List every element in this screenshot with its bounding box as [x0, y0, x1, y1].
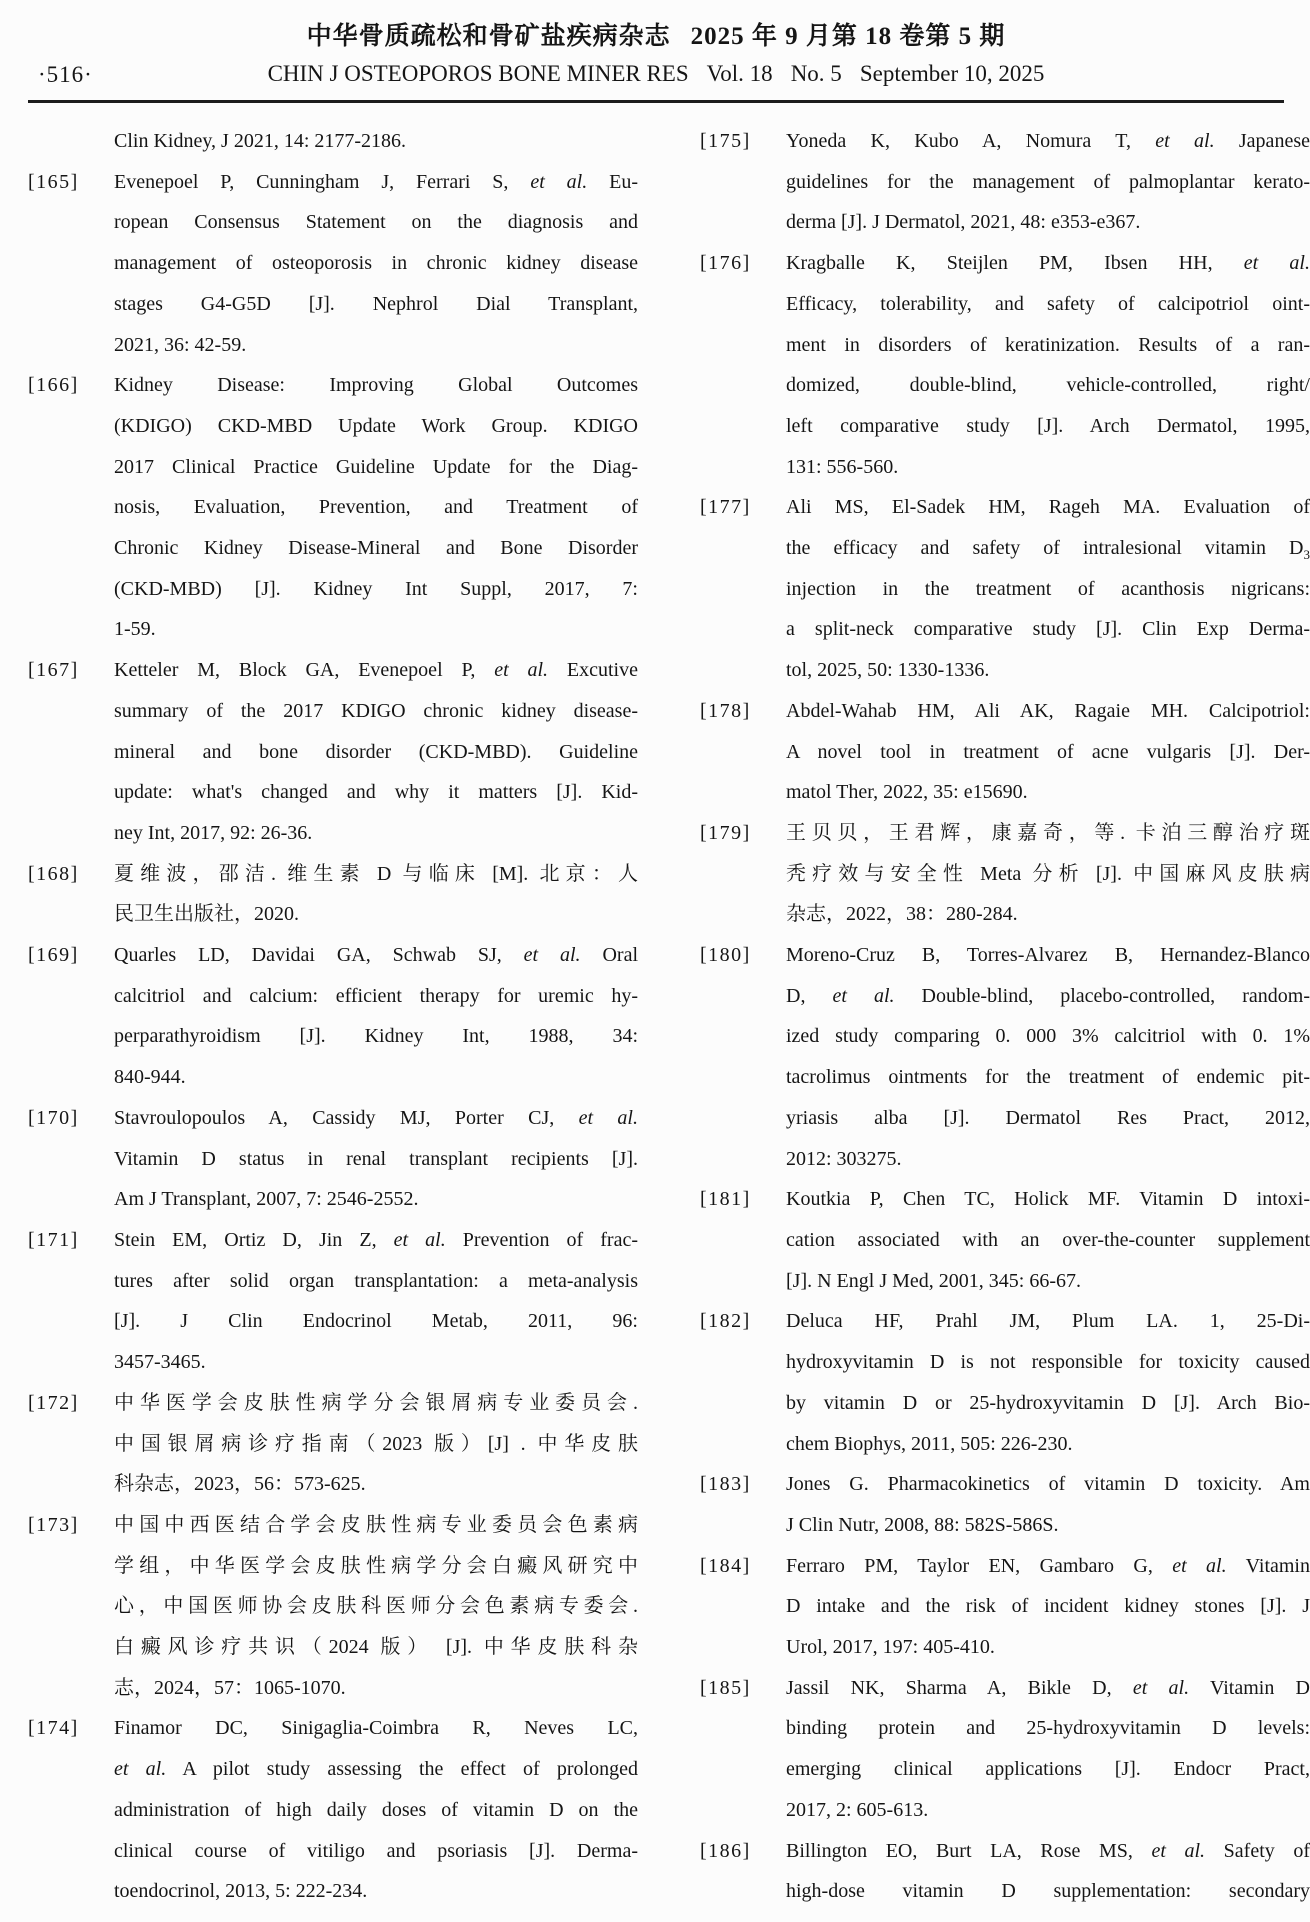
reference-line: (CKD-MBD) [J]. Kidney Int Suppl, 2017, 7: — [114, 577, 638, 600]
reference-line: Evenepoel P, Cunningham J, Ferrari S, et al. Eu- — [114, 170, 638, 193]
reference-line: Jassil NK, Sharma A, Bikle D, et al. Vitamin D — [786, 1676, 1310, 1699]
reference-label: [171] — [28, 1228, 79, 1251]
reference-line: A novel tool in treatment of acne vulgaris [J]. Der- — [786, 740, 1310, 763]
reference-line: D, et al. Double-blind, placebo-controlled, random- — [786, 984, 1310, 1007]
reference-line: summary of the 2017 KDIGO chronic kidney disease- — [114, 699, 638, 722]
reference-line: tacrolimus ointments for the treatment of endemic pit- — [786, 1066, 1310, 1089]
reference-line: 中国银屑病诊疗指南（2023 版）[J] . 中华皮肤 — [114, 1432, 638, 1455]
reference-line: 心，中国医师协会皮肤科医师分会色素病专委会. — [114, 1595, 638, 1618]
reference-text — [114, 854, 638, 935]
reference-line: ized study comparing 0. 000 3% calcitriol with 0. 1% — [786, 1025, 1310, 1048]
reference-label: [165] — [28, 170, 79, 193]
reference-line: Quarles LD, Davidai GA, Schwab SJ, et al. Oral — [114, 944, 638, 967]
reference — [28, 1708, 642, 1912]
journal-title-en: CHIN J OSTEOPOROS BONE MINER RES — [267, 61, 689, 86]
reference-text — [786, 243, 1310, 487]
reference-line: Efficacy, tolerability, and safety of calcipotriol oint- — [786, 292, 1310, 315]
reference-line: Koutkia P, Chen TC, Holick MF. Vitamin D intoxi- — [786, 1188, 1310, 1211]
reference-text — [786, 1668, 1310, 1831]
reference-line: guidelines for the management of palmoplantar kerato- — [786, 170, 1310, 193]
reference — [28, 1220, 642, 1383]
page-header — [28, 16, 1284, 103]
reference-text — [114, 121, 638, 162]
reference — [700, 935, 1310, 1179]
reference-line: J Clin Nutr, 2008, 88: 582S-586S. — [786, 1513, 1059, 1536]
issue-info-cn: 2025 年 9 月第 18 卷第 5 期 — [690, 23, 1006, 50]
left-column — [28, 121, 642, 1912]
reference-line: management of osteoporosis in chronic kidney disease — [114, 252, 638, 275]
reference — [28, 121, 642, 162]
reference-label: [179] — [700, 821, 751, 844]
right-column — [700, 121, 1310, 1912]
reference-line: nosis, Evaluation, Prevention, and Treatment of — [114, 496, 638, 519]
reference-line: 秃疗效与安全性 Meta 分析 [J]. 中国麻风皮肤病 — [786, 862, 1310, 885]
reference — [700, 1831, 1310, 1912]
reference-line: D intake and the risk of incident kidney stones [J]. J — [786, 1595, 1310, 1618]
reference-line: 3457-3465. — [114, 1351, 206, 1374]
reference-line: a split-neck comparative study [J]. Clin Exp Derma- — [786, 618, 1310, 641]
reference-text — [114, 1098, 638, 1220]
reference-text — [786, 487, 1310, 691]
header-rule — [28, 100, 1284, 103]
reference-label: [166] — [28, 374, 79, 397]
reference — [28, 1505, 642, 1709]
reference — [28, 854, 642, 935]
reference — [700, 1179, 1310, 1301]
reference-label: [184] — [700, 1554, 751, 1577]
reference-label: [169] — [28, 944, 79, 967]
reference-text — [786, 1301, 1310, 1464]
reference-line: 学组，中华医学会皮肤性病学分会白癜风研究中 — [114, 1554, 638, 1577]
reference-line: Kidney Disease: Improving Global Outcomes — [114, 374, 638, 397]
reference-line: chem Biophys, 2011, 505: 226-230. — [786, 1432, 1073, 1455]
reference-line: Vitamin D status in renal transplant recipients [J]. — [114, 1147, 638, 1170]
reference — [700, 243, 1310, 487]
reference-text — [114, 365, 638, 650]
reference-line: clinical course of vitiligo and psoriasis [J]. Derma- — [114, 1839, 638, 1862]
reference-label: [186] — [700, 1839, 751, 1862]
reference — [700, 121, 1310, 243]
reference-label: [182] — [700, 1310, 751, 1333]
reference-line: hydroxyvitamin D is not responsible for toxicity caused — [786, 1351, 1310, 1374]
reference-line: 杂志，2022，38：280-284. — [786, 903, 1018, 926]
reference-text — [786, 813, 1310, 935]
reference-text — [114, 1220, 638, 1383]
reference-line: ment in disorders of keratinization. Results of a ran- — [786, 333, 1310, 356]
page-number: ·516· — [38, 62, 93, 87]
reference — [28, 650, 642, 854]
reference-label: [170] — [28, 1106, 79, 1129]
reference-line: 中华医学会皮肤性病学分会银屑病专业委员会. — [114, 1391, 638, 1414]
reference — [700, 813, 1310, 935]
reference-line: tures after solid organ transplantation: a meta-analysis — [114, 1269, 638, 1292]
reference-text — [114, 650, 638, 854]
reference-line: calcitriol and calcium: efficient therapy for uremic hy- — [114, 984, 638, 1007]
issue-number-label: No. 5 — [790, 61, 842, 86]
reference-line: et al. A pilot study assessing the effect of prolonged — [114, 1758, 638, 1781]
reference-line: 王贝贝，王君辉，康嘉奇，等. 卡泊三醇治疗斑 — [786, 821, 1310, 844]
reference-line: Jones G. Pharmacokinetics of vitamin D toxicity. Am — [786, 1473, 1310, 1496]
reference-line: [J]. J Clin Endocrinol Metab, 2011, 96: — [114, 1310, 638, 1333]
reference-label: [176] — [700, 252, 751, 275]
reference-text — [114, 1505, 638, 1709]
reference-line: 840-944. — [114, 1066, 186, 1089]
reference-text — [786, 935, 1310, 1179]
reference-line: 民卫生出版社，2020. — [114, 903, 299, 926]
reference-line: administration of high daily doses of vitamin D on the — [114, 1798, 638, 1821]
reference-line: 2017 Clinical Practice Guideline Update for the Diag- — [114, 455, 638, 478]
reference-label: [173] — [28, 1513, 79, 1536]
reference-label: [174] — [28, 1717, 79, 1740]
reference-line: Abdel-Wahab HM, Ali AK, Ragaie MH. Calcipotriol: — [786, 699, 1310, 722]
reference-line: Moreno-Cruz B, Torres-Alvarez B, Hernandez-Blanco — [786, 944, 1310, 967]
reference-line: stages G4-G5D [J]. Nephrol Dial Transplant, — [114, 292, 638, 315]
reference-line: Finamor DC, Sinigaglia-Coimbra R, Neves LC, — [114, 1717, 638, 1740]
reference-text — [786, 1831, 1310, 1912]
reference — [28, 162, 642, 366]
reference-line: Urol, 2017, 197: 405-410. — [786, 1636, 995, 1659]
reference-label: [185] — [700, 1676, 751, 1699]
reference-text — [114, 1708, 638, 1912]
reference-line: 2021, 36: 42-59. — [114, 333, 247, 356]
reference-line: (KDIGO) CKD-MBD Update Work Group. KDIGO — [114, 414, 638, 437]
reference-line: by vitamin D or 25-hydroxyvitamin D [J]. Arch Bio- — [786, 1391, 1310, 1414]
reference-line: 科杂志，2023，56：573-625. — [114, 1473, 366, 1496]
reference-line: update: what's changed and why it matters [J]. Kid- — [114, 781, 638, 804]
reference-label: [177] — [700, 496, 751, 519]
reference-line: perparathyroidism [J]. Kidney Int, 1988, 34: — [114, 1025, 638, 1048]
reference — [700, 1668, 1310, 1831]
reference-text — [786, 691, 1310, 813]
reference-line: toendocrinol, 2013, 5: 222-234. — [114, 1880, 368, 1903]
reference-line: 白癜风诊疗共识（2024 版） [J]. 中华皮肤科杂 — [114, 1636, 638, 1659]
reference-label: [178] — [700, 699, 751, 722]
reference-line: binding protein and 25-hydroxyvitamin D levels: — [786, 1717, 1310, 1740]
reference-line: 2012: 303275. — [786, 1147, 902, 1170]
reference-line: tol, 2025, 50: 1330-1336. — [786, 659, 990, 682]
reference-line: Ketteler M, Block GA, Evenepoel P, et al. Excutive — [114, 659, 638, 682]
reference-line: yriasis alba [J]. Dermatol Res Pract, 2012, — [786, 1106, 1310, 1129]
reference-text — [114, 935, 638, 1098]
reference-line: matol Ther, 2022, 35: e15690. — [786, 781, 1028, 804]
reference — [28, 1098, 642, 1220]
reference-label: [183] — [700, 1473, 751, 1496]
reference — [28, 1383, 642, 1505]
reference-line: ropean Consensus Statement on the diagnosis and — [114, 211, 638, 234]
reference-line: Ferraro PM, Taylor EN, Gambaro G, et al. Vitamin — [786, 1554, 1310, 1577]
reference-line: cation associated with an over-the-counter supplement — [786, 1228, 1310, 1251]
reference-line: 志，2024，57：1065-1070. — [114, 1676, 346, 1699]
reference-line: Chronic Kidney Disease-Mineral and Bone Disorder — [114, 537, 638, 560]
reference-line: 中国中西医结合学会皮肤性病专业委员会色素病 — [114, 1513, 638, 1536]
volume-label: Vol. 18 — [706, 61, 773, 86]
reference — [700, 691, 1310, 813]
reference-line: Stein EM, Ortiz D, Jin Z, et al. Prevention of frac- — [114, 1228, 638, 1251]
reference-line: Stavroulopoulos A, Cassidy MJ, Porter CJ, et al. — [114, 1106, 638, 1129]
reference-line: Deluca HF, Prahl JM, Plum LA. 1, 25-Di- — [786, 1310, 1310, 1333]
reference-line: [J]. N Engl J Med, 2001, 345: 66-67. — [786, 1269, 1081, 1292]
reference-text — [786, 1179, 1310, 1301]
reference — [700, 1546, 1310, 1668]
reference-line: mineral and bone disorder (CKD-MBD). Guideline — [114, 740, 638, 763]
reference-line: Clin Kidney, J 2021, 14: 2177-2186. — [114, 130, 407, 152]
reference-text — [786, 1546, 1310, 1668]
reference-line: Ali MS, El-Sadek HM, Rageh MA. Evaluation of — [786, 496, 1310, 519]
reference — [28, 365, 642, 650]
reference-text — [786, 121, 1310, 243]
reference-line: left comparative study [J]. Arch Dermatol, 1995, — [786, 414, 1310, 437]
reference-line: Yoneda K, Kubo A, Nomura T, et al. Japanese — [786, 130, 1310, 152]
reference-line: high-dose vitamin D supplementation: secondary — [786, 1880, 1310, 1903]
header-line-cn — [28, 16, 1284, 52]
journal-title-cn: 中华骨质疏松和骨矿盐疾病杂志 — [306, 23, 671, 50]
reference-label: [181] — [700, 1188, 751, 1211]
reference-line: Am J Transplant, 2007, 7: 2546-2552. — [114, 1188, 419, 1211]
reference-line: 1-59. — [114, 618, 156, 641]
reference-line: Kragballe K, Steijlen PM, Ibsen HH, et al. — [786, 252, 1310, 275]
reference-line: injection in the treatment of acanthosis nigricans: — [786, 577, 1310, 600]
reference-line: 2017, 2: 605-613. — [786, 1798, 929, 1821]
reference — [700, 1464, 1310, 1545]
header-line-en — [28, 61, 1284, 87]
reference-line: 夏维波，邵洁. 维生素 D 与临床 [M]. 北京：人 — [114, 862, 638, 885]
reference-line: 131: 556-560. — [786, 455, 899, 478]
publication-date: September 10, 2025 — [859, 61, 1045, 86]
reference — [700, 1301, 1310, 1464]
reference-line: ney Int, 2017, 92: 26-36. — [114, 821, 313, 844]
reference-label: [175] — [700, 130, 751, 152]
reference-label: [167] — [28, 659, 79, 682]
reference-line: domized, double-blind, vehicle-controlled, right/ — [786, 374, 1310, 397]
reference-text — [786, 1464, 1310, 1545]
reference-line: derma [J]. J Dermatol, 2021, 48: e353-e367. — [786, 211, 1141, 234]
reference-line: emerging clinical applications [J]. Endocr Pract, — [786, 1758, 1310, 1781]
reference-text — [114, 162, 638, 366]
reference — [28, 935, 642, 1098]
reference-text — [114, 1383, 638, 1505]
reference-line: the efficacy and safety of intralesional vitamin $D_3$ — [786, 537, 1310, 563]
reference-line: Billington EO, Burt LA, Rose MS, et al. Safety of — [786, 1839, 1310, 1862]
reference-label: [180] — [700, 944, 751, 967]
reference — [700, 487, 1310, 691]
reference-label: [168] — [28, 862, 79, 885]
reference-label: [172] — [28, 1391, 79, 1414]
